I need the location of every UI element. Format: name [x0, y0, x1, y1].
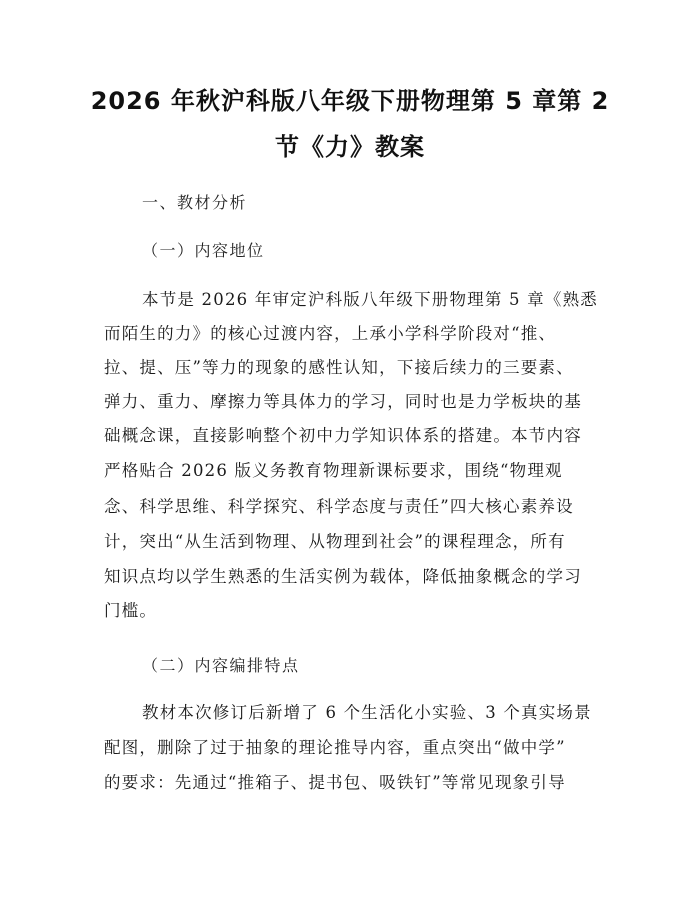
- paragraph-line: 严格贴合 2026 版义务教育物理新课标要求，围绕“物理观: [104, 461, 563, 480]
- paragraph-line: 的要求：先通过“推箱子、提书包、吸铁钉”等常见现象引导: [104, 773, 566, 792]
- paragraph-line: 拉、提、压”等力的现象的感性认知，下接后续力的三要素、: [104, 358, 574, 377]
- paragraph-line: 而陌生的力》的核心过渡内容，上承小学科学阶段对“推、: [104, 324, 557, 343]
- paragraph-line: 本节是 2026 年审定沪科版八年级下册物理第 5 章《熟悉: [142, 290, 598, 309]
- paragraph-line: 弹力、重力、摩擦力等具体力的学习，同时也是力学板块的基: [104, 392, 582, 411]
- section-heading-textbook-analysis: 一、教材分析: [142, 193, 248, 212]
- document-title-line-1: 2026 年秋沪科版八年级下册物理第 5 章第 2: [90, 87, 610, 115]
- paragraph-line: 门槛。: [104, 601, 158, 620]
- subsection-heading-arrangement-features: （二）内容编排特点: [142, 656, 300, 675]
- paragraph-line: 念、科学思维、科学探究、科学态度与责任”四大核心素养设: [104, 497, 574, 516]
- document-title-line-2: 节《力》教案: [275, 133, 425, 161]
- paragraph-line: 知识点均以学生熟悉的生活实例为载体，降低抽象概念的学习: [104, 567, 582, 586]
- subsection-heading-content-position: （一）内容地位: [142, 241, 265, 260]
- paragraph-line: 配图，删除了过于抽象的理论推导内容，重点突出“做中学”: [104, 738, 566, 757]
- paragraph-line: 础概念课，直接影响整个初中力学知识体系的搭建。本节内容: [104, 426, 582, 445]
- paragraph-line: 教材本次修订后新增了 6 个生活化小实验、3 个真实场景: [142, 703, 592, 722]
- paragraph-line: 计，突出“从生活到物理、从物理到社会”的课程理念，所有: [104, 532, 566, 551]
